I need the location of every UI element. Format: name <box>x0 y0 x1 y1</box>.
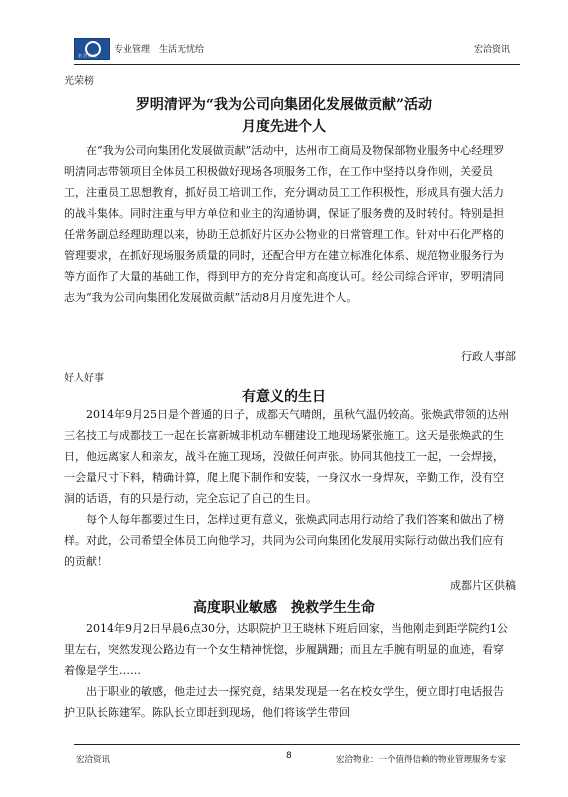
article2-body <box>64 404 514 572</box>
logo-text: 宏洽物业 <box>78 53 98 58</box>
article1-title-line1: 罗明清评为“我为公司向集团化发展做贡献”活动 <box>135 97 433 113</box>
section-label-honor-roll: 光荣榜 <box>64 76 94 87</box>
article2-paragraph-1: 2014年9月25日是个普通的日子，成都天气晴朗，虽秋气温仍较高。张焕武带领的达州三名技工与成都技工一起在长富新城非机动车棚建设工地现场紧张施工。这天是张焕武的生日，他远离家人和亲友，战斗在施工现场，没做任何声张。协同其他技工一起，一会焊接，一会量尺寸下料，精确计算，爬上爬下制作和安装，一身汉水一身焊灰，辛勤工作，没有空洞的话语，有的只是行动，完全忘记了自己的生日。 <box>64 408 509 505</box>
header-publication-name: 宏洽资讯 <box>473 45 510 55</box>
article1-signature: 行政人事部 <box>461 350 516 363</box>
header-slogan: 专业管理 生活无忧给 <box>114 45 205 55</box>
article2-title: 有意义的生日 <box>242 389 326 405</box>
article2-signature: 成都片区供稿 <box>450 579 516 592</box>
page-number: 8 <box>286 751 292 761</box>
article1-body <box>64 140 514 308</box>
article3-paragraph-1: 2014年9月2日早晨6点30分，达职院护卫王晓林下班后回家，当他刚走到距学院约1公里左右，突然发现公路边有一个女生精神恍惚，步履蹒跚；而且左手腕有明显的血迹，看穿着像是学生…… <box>64 622 508 677</box>
article1-paragraph: 在“我为公司向集团化发展做贡献”活动中，达州市工商局及物保部物业服务中心经理罗明清同志带领项目全体员工积极做好现场各项服务工作，在工作中坚持以身作则，关爱员工，注重员工思想教育，抓好员工培训工作，充分调动员工工作积极性，形成具有强大活力的战斗集体。同时注重与甲方单位和业主的沟通协调，保证了服务费的及时转付。特别是担任常务副总经理助理以来，协助王总抓好片区办公物业的日常管理工作。针对中石化严格的管理要求，在抓好现场服务质量的同时，还配合甲方在建立标准化体系、规范物业服务行为等方面作了大量的基础工作，得到甲方的充分肯定和高度认可。经公司综合评审，罗明清同志为“我为公司向集团化发展做贡献”活动8月月度先进个人。 <box>64 144 505 304</box>
section-label-good-deeds: 好人好事 <box>64 373 104 384</box>
article2-paragraph-2: 每个人每年都要过生日，怎样过更有意义，张焕武同志用行动给了我们答案和做出了榜样。对此，公司希望全体员工向他学习，共同为公司向集团化发展用实际行动做出我们应有的贡献！ <box>64 513 504 568</box>
page-header <box>74 34 520 65</box>
footer-tagline: 宏洽物业：一个值得信赖的物业管理服务专家 <box>335 755 506 765</box>
article3-body <box>64 618 514 723</box>
article1-title-line2: 月度先进个人 <box>242 119 326 135</box>
footer-publication-name: 宏洽资讯 <box>76 755 111 765</box>
article3-title: 高度职业敏感 挽救学生生命 <box>193 600 375 616</box>
company-logo <box>74 38 110 60</box>
article3-paragraph-2: 出于职业的敏感，他走过去一探究竟，结果发现是一名在校女学生，便立即打电话报告护卫队长陈建军。陈队长立即赶到现场，他们将该学生带回 <box>64 685 504 719</box>
page-footer <box>74 744 520 769</box>
